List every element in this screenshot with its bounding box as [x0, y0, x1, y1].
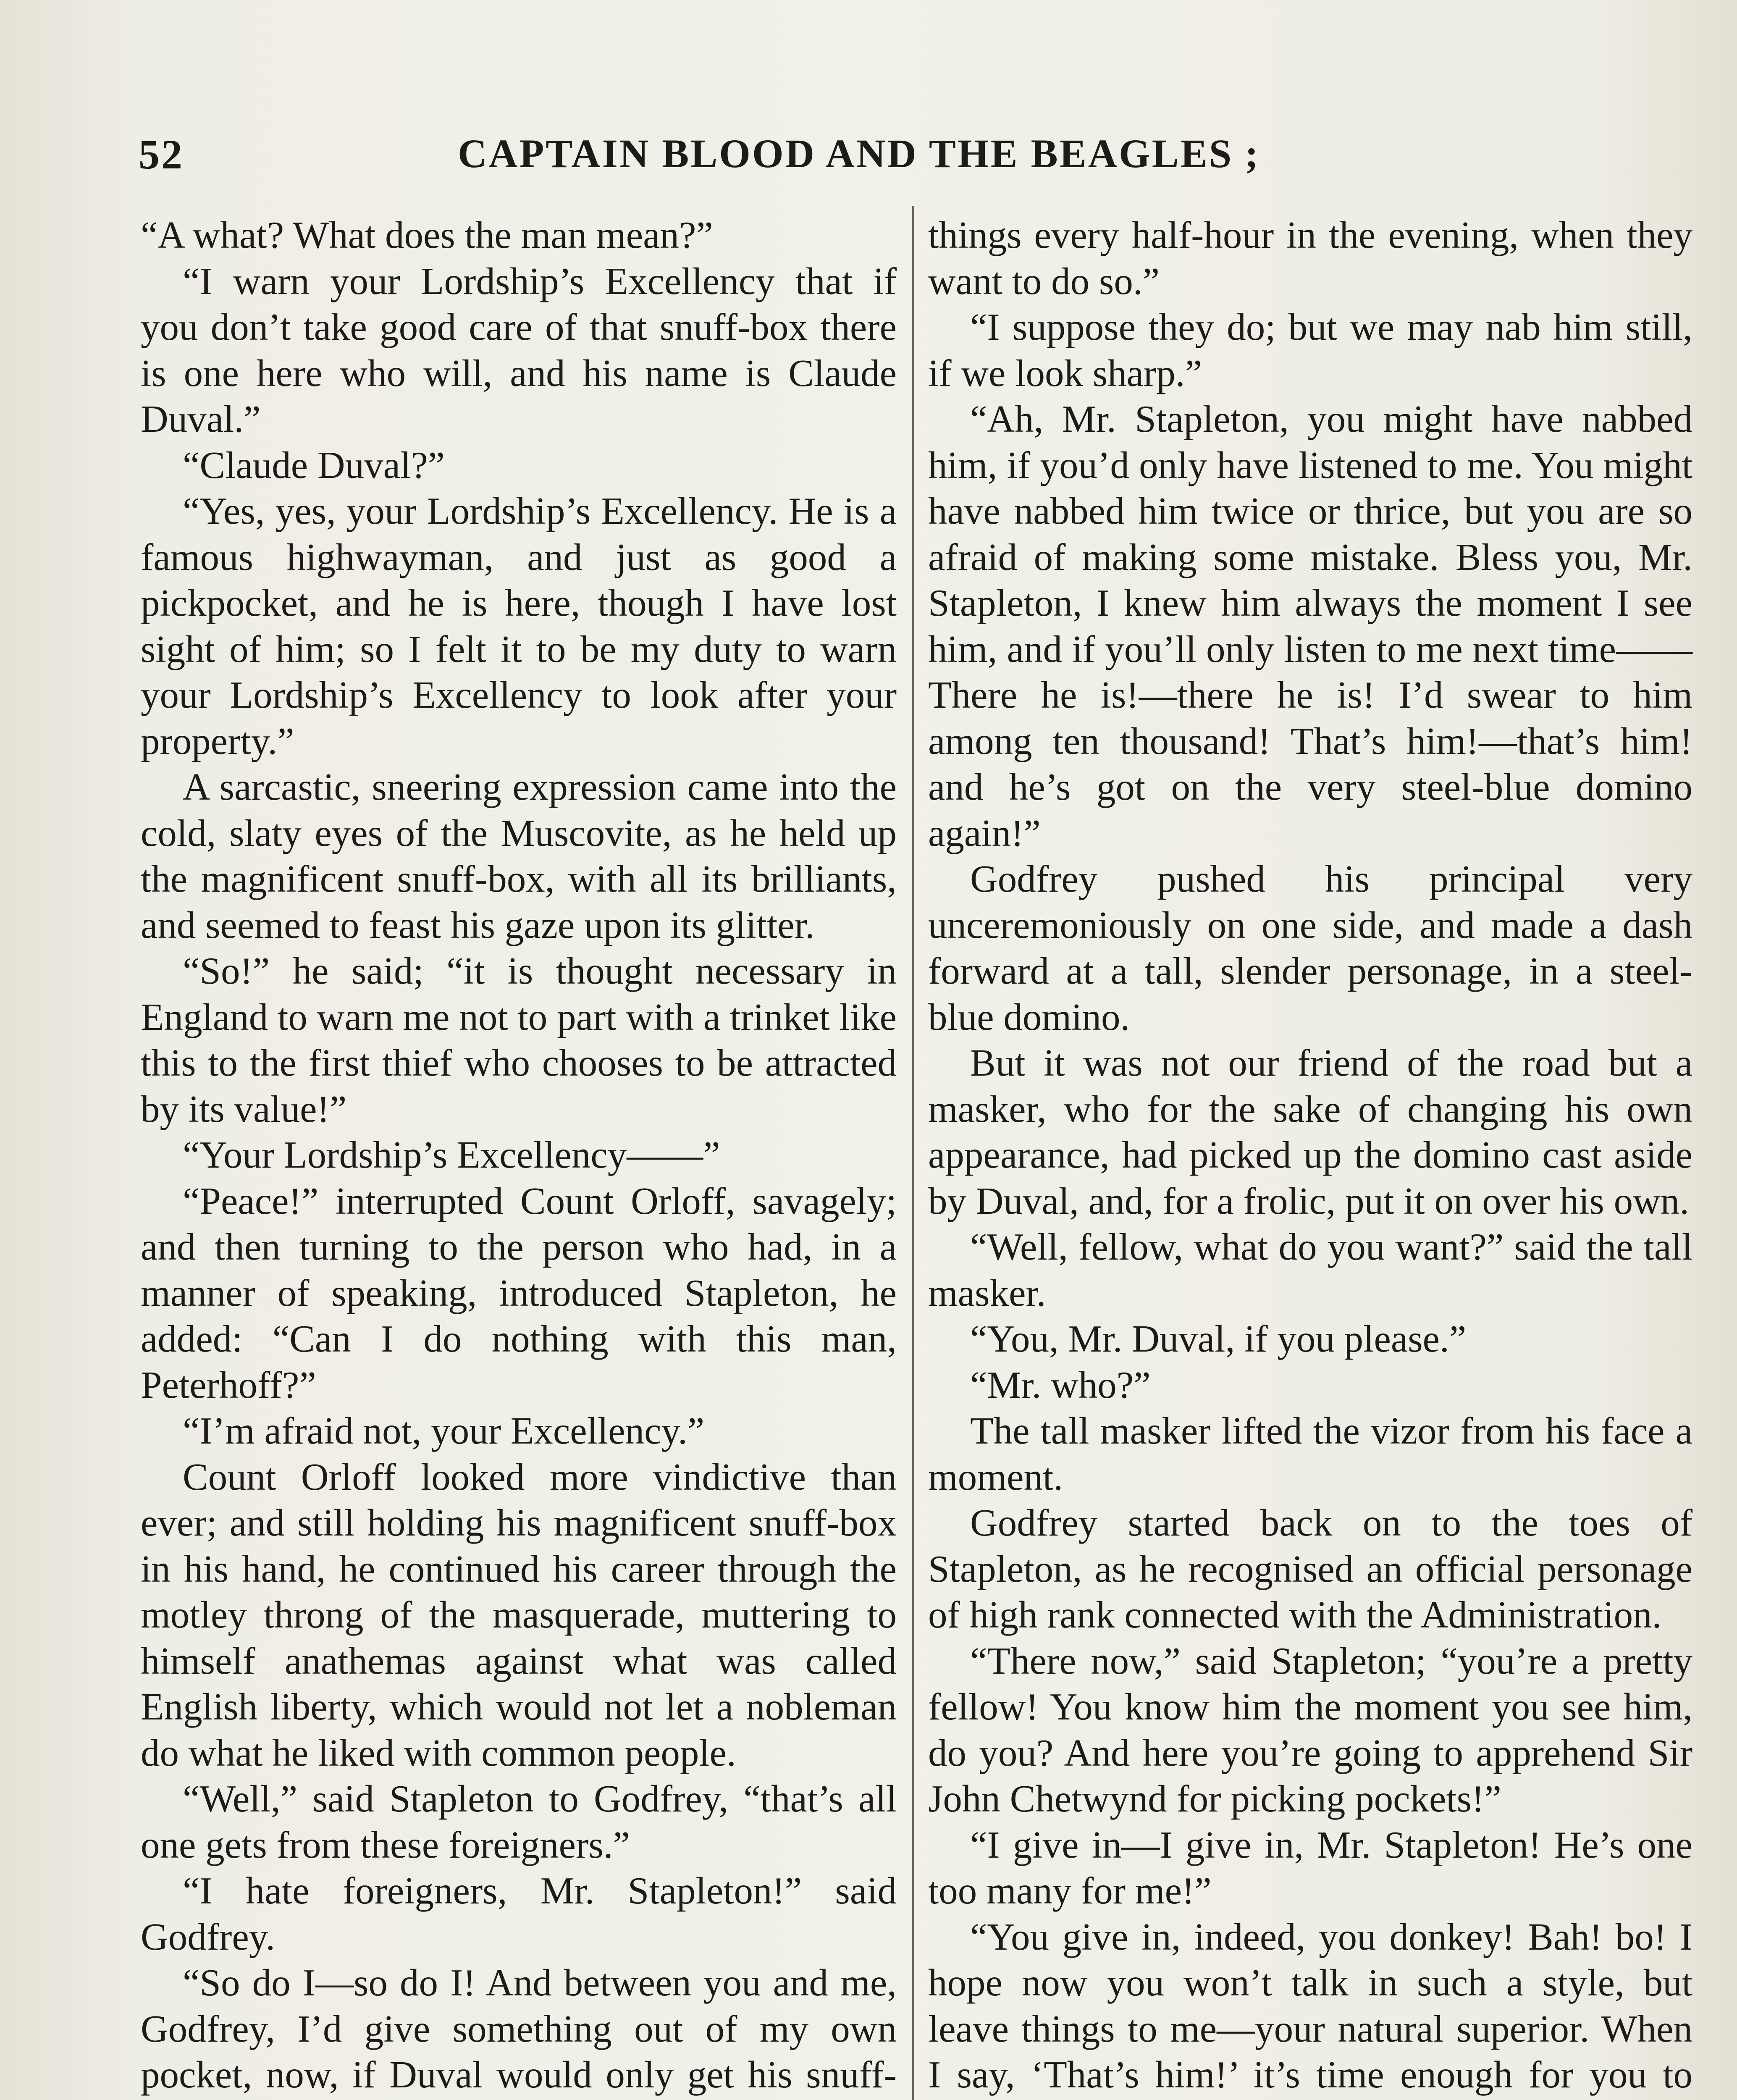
paragraph: “Claude Duval?” [183, 444, 445, 486]
paragraph: “Peace!” interrupted Count Orloff, savagely; and then turning to the person who had, in a manner of speaking, introduced Stapleton, he added: “Can I do nothing with this man, Peterhoff?” [141, 1179, 897, 1406]
paragraph: “You give in, indeed, you donkey! Bah! bo! I hope now you won’t talk in such a style, but leave things to me—your natural superior. When I say, ‘That’s him!’ it’s time enough for you to [928, 1915, 1692, 2096]
paragraph: “You, Mr. Duval, if you please.” [970, 1318, 1467, 1360]
right-column [928, 212, 1692, 2100]
paragraph: “So do I—so do I! And between you and me, Godfrey, I’d give something out of my own pocket, now, if Duval would only get his snuff- [141, 1961, 897, 2096]
paragraph: Godfrey started back on to the toes of Stapleton, as he recognised an official personage of high rank connected with the Administration. [928, 1502, 1692, 1636]
paragraph: “Mr. who?” [970, 1363, 1151, 1406]
paragraph: things every half-hour in the evening, when they want to do so.” [928, 214, 1692, 302]
column-divider [912, 206, 914, 2100]
running-title: CAPTAIN BLOOD AND THE BEAGLES ; [458, 131, 1260, 176]
paragraph: “So!” he said; “it is thought necessary in England to warn me not to part with a trinket like this to the first thief who chooses to be attracted by its value!” [141, 950, 897, 1130]
paragraph: “Your Lordship’s Excellency——” [183, 1134, 720, 1176]
paragraph: A sarcastic, sneering expression came into the cold, slaty eyes of the Muscovite, as he held up the magnificent snuff-box, with all its brilliants, and seemed to feast his gaze upon its glitter. [141, 766, 897, 946]
paragraph: “Well,” said Stapleton to Godfrey, “that’s all one gets from these foreigners.” [141, 1777, 897, 1866]
paragraph: “I warn your Lordship’s Excellency that if you don’t take good care of that snuff-box there is one here who will, and his name is Claude Duval.” [141, 260, 897, 440]
paragraph: “A what? What does the man mean?” [141, 214, 713, 256]
paragraph: “I suppose they do; but we may nab him still, if we look sharp.” [928, 306, 1692, 394]
paragraph: Count Orloff looked more vindictive than ever; and still holding his magnificent snuff-box in his hand, he continued his career through the motley throng of the masquerade, muttering to himself anathemas against what was called English liberty, which would not let a nobleman do what he liked with common people. [141, 1455, 897, 1774]
paragraph: “Well, fellow, what do you want?” said the tall masker. [928, 1226, 1692, 1314]
paragraph: “There now,” said Stapleton; “you’re a pretty fellow! You know him the moment you see him, do you? And here you’re going to apprehend Sir John Chetwynd for picking pockets!” [928, 1639, 1692, 1820]
paragraph: “Ah, Mr. Stapleton, you might have nabbed him, if you’d only have listened to me. You might have nabbed him twice or thrice, but you are so afraid of making some mistake. Bless you, Mr. Stapleton, I knew him always the moment I see him, and if you’ll only listen to me next time—— There he is!—there he is! I’d swear to him among ten thousand! That’s him!—that’s him! and he’s got on the very steel-blue domino again!” [928, 398, 1692, 854]
paragraph: “I’m afraid not, your Excellency.” [183, 1410, 705, 1452]
running-head [139, 122, 1692, 185]
page-number: 52 [139, 131, 184, 178]
paragraph: “I hate foreigners, Mr. Stapleton!” said Godfrey. [141, 1869, 897, 1958]
paragraph: “Yes, yes, your Lordship’s Excellency. He is a famous highwayman, and just as good a pickpocket, and he is here, though I have lost sight of him; so I felt it to be my duty to warn your Lordship’s Excellency to look after your property.” [141, 490, 897, 762]
paragraph: But it was not our friend of the road but a masker, who for the sake of changing his own appearance, had picked up the domino cast aside by Duval, and, for a frolic, put it on over his own. [928, 1042, 1692, 1222]
paragraph: “I give in—I give in, Mr. Stapleton! He’s one too many for me!” [928, 1823, 1692, 1912]
paragraph: Godfrey pushed his principal very unceremoniously on one side, and made a dash forward at a tall, slender personage, in a steel-blue domino. [928, 858, 1692, 1038]
left-column [141, 212, 897, 2100]
paragraph: The tall masker lifted the vizor from his face a moment. [928, 1410, 1692, 1498]
